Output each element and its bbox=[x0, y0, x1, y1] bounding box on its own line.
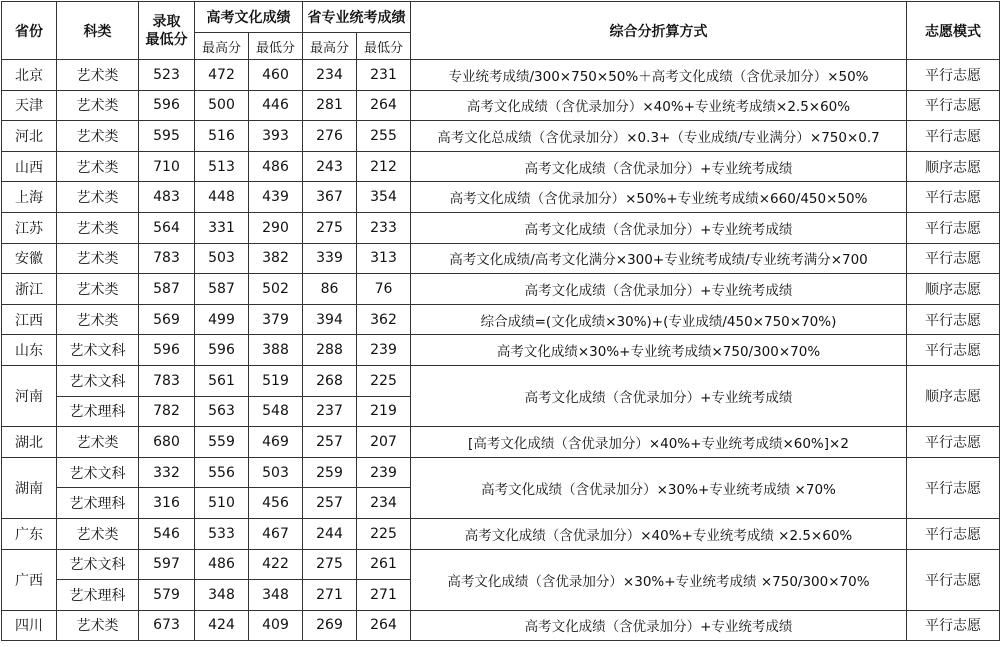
cell-gaokao-min: 379 bbox=[249, 304, 303, 335]
cell-formula: 高考文化成绩（含优录加分）+专业统考成绩 bbox=[411, 274, 907, 305]
cell-gaokao-max: 500 bbox=[195, 90, 249, 121]
cell-prof-min: 261 bbox=[357, 549, 411, 580]
cell-province: 北京 bbox=[2, 60, 57, 91]
cell-min-admit: 596 bbox=[139, 90, 195, 121]
cell-mode: 顺序志愿 bbox=[907, 274, 1000, 305]
cell-category: 艺术理科 bbox=[57, 488, 139, 519]
cell-mode: 平行志愿 bbox=[907, 60, 1000, 91]
cell-min-admit: 673 bbox=[139, 610, 195, 641]
cell-prof-min: 207 bbox=[357, 427, 411, 458]
cell-province: 河北 bbox=[2, 121, 57, 152]
cell-mode: 平行志愿 bbox=[907, 182, 1000, 213]
cell-formula: 高考文化成绩（含优录加分）×40%+专业统考成绩 ×2.5×60% bbox=[411, 518, 907, 549]
cell-category: 艺术类 bbox=[57, 518, 139, 549]
cell-formula: 高考文化成绩（含优录加分）+专业统考成绩 bbox=[411, 610, 907, 641]
cell-prof-min: 354 bbox=[357, 182, 411, 213]
cell-category: 艺术类 bbox=[57, 610, 139, 641]
header-gaokao: 高考文化成绩 bbox=[195, 2, 303, 33]
header-gaokao-max: 最高分 bbox=[195, 33, 249, 60]
cell-gaokao-max: 472 bbox=[195, 60, 249, 91]
admission-score-table bbox=[1, 1, 1000, 641]
cell-province: 湖南 bbox=[2, 457, 57, 518]
cell-prof-min: 233 bbox=[357, 212, 411, 243]
cell-mode: 平行志愿 bbox=[907, 610, 1000, 641]
table-row bbox=[2, 212, 1000, 243]
cell-mode: 平行志愿 bbox=[907, 335, 1000, 366]
cell-prof-max: 234 bbox=[303, 60, 357, 91]
cell-min-admit: 523 bbox=[139, 60, 195, 91]
cell-prof-min: 234 bbox=[357, 488, 411, 519]
cell-mode: 顺序志愿 bbox=[907, 151, 1000, 182]
cell-category: 艺术文科 bbox=[57, 365, 139, 396]
cell-category: 艺术类 bbox=[57, 121, 139, 152]
cell-mode: 顺序志愿 bbox=[907, 365, 1000, 426]
cell-province: 广东 bbox=[2, 518, 57, 549]
cell-prof-min: 239 bbox=[357, 335, 411, 366]
cell-gaokao-min: 456 bbox=[249, 488, 303, 519]
table-row bbox=[2, 182, 1000, 213]
table-row bbox=[2, 335, 1000, 366]
table-row bbox=[2, 151, 1000, 182]
table-row bbox=[2, 60, 1000, 91]
header-prof: 省专业统考成绩 bbox=[303, 2, 411, 33]
cell-min-admit: 316 bbox=[139, 488, 195, 519]
cell-category: 艺术理科 bbox=[57, 580, 139, 611]
cell-formula: 高考文化成绩（含优录加分）+专业统考成绩 bbox=[411, 212, 907, 243]
header-formula: 综合分折算方式 bbox=[411, 2, 907, 60]
cell-gaokao-max: 503 bbox=[195, 243, 249, 274]
cell-category: 艺术类 bbox=[57, 212, 139, 243]
cell-min-admit: 546 bbox=[139, 518, 195, 549]
cell-prof-min: 362 bbox=[357, 304, 411, 335]
cell-prof-min: 76 bbox=[357, 274, 411, 305]
cell-gaokao-min: 409 bbox=[249, 610, 303, 641]
cell-gaokao-max: 563 bbox=[195, 396, 249, 427]
cell-province: 河南 bbox=[2, 365, 57, 426]
cell-formula: 高考文化成绩（含优录加分）+专业统考成绩 bbox=[411, 365, 907, 426]
header-gaokao-min: 最低分 bbox=[249, 33, 303, 60]
cell-prof-max: 367 bbox=[303, 182, 357, 213]
cell-gaokao-max: 596 bbox=[195, 335, 249, 366]
cell-prof-max: 339 bbox=[303, 243, 357, 274]
cell-category: 艺术文科 bbox=[57, 335, 139, 366]
table-row bbox=[2, 610, 1000, 641]
cell-prof-min: 264 bbox=[357, 90, 411, 121]
cell-min-admit: 710 bbox=[139, 151, 195, 182]
cell-mode: 平行志愿 bbox=[907, 90, 1000, 121]
cell-gaokao-min: 469 bbox=[249, 427, 303, 458]
table-row bbox=[2, 457, 1000, 488]
cell-prof-max: 243 bbox=[303, 151, 357, 182]
cell-province: 江西 bbox=[2, 304, 57, 335]
cell-gaokao-min: 348 bbox=[249, 580, 303, 611]
cell-mode: 平行志愿 bbox=[907, 549, 1000, 610]
cell-category: 艺术类 bbox=[57, 182, 139, 213]
cell-formula: 高考文化成绩/高考文化满分×300+专业统考成绩/专业统考满分×700 bbox=[411, 243, 907, 274]
cell-mode: 平行志愿 bbox=[907, 427, 1000, 458]
header-mode: 志愿模式 bbox=[907, 2, 1000, 60]
cell-prof-max: 275 bbox=[303, 212, 357, 243]
cell-category: 艺术文科 bbox=[57, 457, 139, 488]
cell-formula: 专业统考成绩/300×750×50%＋高考文化成绩（含优录加分）×50% bbox=[411, 60, 907, 91]
cell-mode: 平行志愿 bbox=[907, 457, 1000, 518]
cell-category: 艺术类 bbox=[57, 304, 139, 335]
header-min-admit: 录取 最低分 bbox=[139, 2, 195, 60]
cell-prof-min: 212 bbox=[357, 151, 411, 182]
cell-formula: [高考文化成绩（含优录加分）×40%+专业统考成绩×60%]×2 bbox=[411, 427, 907, 458]
cell-prof-max: 271 bbox=[303, 580, 357, 611]
cell-min-admit: 483 bbox=[139, 182, 195, 213]
cell-min-admit: 579 bbox=[139, 580, 195, 611]
cell-province: 四川 bbox=[2, 610, 57, 641]
cell-prof-max: 288 bbox=[303, 335, 357, 366]
cell-mode: 平行志愿 bbox=[907, 212, 1000, 243]
cell-gaokao-max: 424 bbox=[195, 610, 249, 641]
cell-prof-max: 244 bbox=[303, 518, 357, 549]
cell-gaokao-min: 422 bbox=[249, 549, 303, 580]
cell-prof-max: 86 bbox=[303, 274, 357, 305]
cell-gaokao-min: 467 bbox=[249, 518, 303, 549]
cell-prof-max: 275 bbox=[303, 549, 357, 580]
table-row bbox=[2, 549, 1000, 580]
cell-province: 山东 bbox=[2, 335, 57, 366]
cell-gaokao-min: 446 bbox=[249, 90, 303, 121]
cell-category: 艺术类 bbox=[57, 243, 139, 274]
cell-gaokao-max: 587 bbox=[195, 274, 249, 305]
cell-category: 艺术理科 bbox=[57, 396, 139, 427]
cell-formula: 综合成绩=(文化成绩×30%)+(专业成绩/450×750×70%) bbox=[411, 304, 907, 335]
cell-formula: 高考文化成绩（含优录加分）×40%+专业统考成绩×2.5×60% bbox=[411, 90, 907, 121]
cell-mode: 平行志愿 bbox=[907, 121, 1000, 152]
cell-gaokao-max: 510 bbox=[195, 488, 249, 519]
cell-prof-min: 219 bbox=[357, 396, 411, 427]
cell-prof-min: 313 bbox=[357, 243, 411, 274]
cell-min-admit: 332 bbox=[139, 457, 195, 488]
cell-gaokao-min: 393 bbox=[249, 121, 303, 152]
cell-province: 安徽 bbox=[2, 243, 57, 274]
cell-prof-max: 237 bbox=[303, 396, 357, 427]
cell-min-admit: 783 bbox=[139, 365, 195, 396]
cell-gaokao-max: 516 bbox=[195, 121, 249, 152]
cell-gaokao-max: 533 bbox=[195, 518, 249, 549]
cell-gaokao-max: 561 bbox=[195, 365, 249, 396]
table-row bbox=[2, 274, 1000, 305]
table-row bbox=[2, 121, 1000, 152]
cell-gaokao-min: 519 bbox=[249, 365, 303, 396]
cell-min-admit: 587 bbox=[139, 274, 195, 305]
cell-prof-max: 268 bbox=[303, 365, 357, 396]
cell-min-admit: 564 bbox=[139, 212, 195, 243]
cell-min-admit: 595 bbox=[139, 121, 195, 152]
cell-min-admit: 597 bbox=[139, 549, 195, 580]
table-row bbox=[2, 304, 1000, 335]
cell-prof-max: 257 bbox=[303, 488, 357, 519]
cell-gaokao-min: 382 bbox=[249, 243, 303, 274]
cell-province: 山西 bbox=[2, 151, 57, 182]
cell-prof-max: 257 bbox=[303, 427, 357, 458]
header-prof-min: 最低分 bbox=[357, 33, 411, 60]
cell-prof-max: 394 bbox=[303, 304, 357, 335]
cell-province: 广西 bbox=[2, 549, 57, 610]
cell-province: 天津 bbox=[2, 90, 57, 121]
cell-mode: 平行志愿 bbox=[907, 304, 1000, 335]
header-province: 省份 bbox=[2, 2, 57, 60]
cell-province: 上海 bbox=[2, 182, 57, 213]
cell-gaokao-min: 388 bbox=[249, 335, 303, 366]
cell-category: 艺术类 bbox=[57, 60, 139, 91]
cell-min-admit: 782 bbox=[139, 396, 195, 427]
cell-formula: 高考文化成绩（含优录加分）×30%+专业统考成绩 ×70% bbox=[411, 457, 907, 518]
cell-min-admit: 783 bbox=[139, 243, 195, 274]
cell-prof-max: 269 bbox=[303, 610, 357, 641]
cell-prof-min: 225 bbox=[357, 518, 411, 549]
cell-prof-min: 239 bbox=[357, 457, 411, 488]
cell-formula: 高考文化成绩（含优录加分）+专业统考成绩 bbox=[411, 151, 907, 182]
cell-formula: 高考文化成绩（含优录加分）×30%+专业统考成绩 ×750/300×70% bbox=[411, 549, 907, 610]
cell-mode: 平行志愿 bbox=[907, 518, 1000, 549]
cell-prof-min: 264 bbox=[357, 610, 411, 641]
table-row bbox=[2, 243, 1000, 274]
cell-province: 浙江 bbox=[2, 274, 57, 305]
cell-province: 江苏 bbox=[2, 212, 57, 243]
cell-gaokao-max: 331 bbox=[195, 212, 249, 243]
cell-min-admit: 569 bbox=[139, 304, 195, 335]
header-category: 科类 bbox=[57, 2, 139, 60]
cell-category: 艺术类 bbox=[57, 427, 139, 458]
cell-formula: 高考文化总成绩（含优录加分）×0.3+（专业成绩/专业满分）×750×0.7 bbox=[411, 121, 907, 152]
table-body bbox=[2, 60, 1000, 641]
table-row bbox=[2, 518, 1000, 549]
cell-category: 艺术类 bbox=[57, 90, 139, 121]
table-row bbox=[2, 90, 1000, 121]
cell-gaokao-min: 502 bbox=[249, 274, 303, 305]
cell-prof-max: 281 bbox=[303, 90, 357, 121]
cell-gaokao-min: 486 bbox=[249, 151, 303, 182]
cell-gaokao-min: 290 bbox=[249, 212, 303, 243]
cell-gaokao-max: 486 bbox=[195, 549, 249, 580]
cell-mode: 平行志愿 bbox=[907, 243, 1000, 274]
cell-prof-min: 225 bbox=[357, 365, 411, 396]
cell-prof-min: 231 bbox=[357, 60, 411, 91]
cell-min-admit: 680 bbox=[139, 427, 195, 458]
cell-gaokao-max: 348 bbox=[195, 580, 249, 611]
cell-prof-min: 271 bbox=[357, 580, 411, 611]
table-row bbox=[2, 427, 1000, 458]
table-row bbox=[2, 365, 1000, 396]
cell-min-admit: 596 bbox=[139, 335, 195, 366]
cell-formula: 高考文化成绩（含优录加分）×50%+专业统考成绩×660/450×50% bbox=[411, 182, 907, 213]
cell-category: 艺术文科 bbox=[57, 549, 139, 580]
cell-prof-max: 259 bbox=[303, 457, 357, 488]
cell-gaokao-min: 503 bbox=[249, 457, 303, 488]
cell-gaokao-max: 513 bbox=[195, 151, 249, 182]
cell-prof-min: 255 bbox=[357, 121, 411, 152]
cell-category: 艺术类 bbox=[57, 274, 139, 305]
header-prof-max: 最高分 bbox=[303, 33, 357, 60]
cell-gaokao-max: 556 bbox=[195, 457, 249, 488]
cell-gaokao-min: 548 bbox=[249, 396, 303, 427]
cell-gaokao-min: 439 bbox=[249, 182, 303, 213]
cell-gaokao-max: 499 bbox=[195, 304, 249, 335]
cell-gaokao-min: 460 bbox=[249, 60, 303, 91]
cell-prof-max: 276 bbox=[303, 121, 357, 152]
cell-formula: 高考文化成绩×30%+专业统考成绩×750/300×70% bbox=[411, 335, 907, 366]
cell-category: 艺术类 bbox=[57, 151, 139, 182]
cell-province: 湖北 bbox=[2, 427, 57, 458]
cell-gaokao-max: 448 bbox=[195, 182, 249, 213]
cell-gaokao-max: 559 bbox=[195, 427, 249, 458]
